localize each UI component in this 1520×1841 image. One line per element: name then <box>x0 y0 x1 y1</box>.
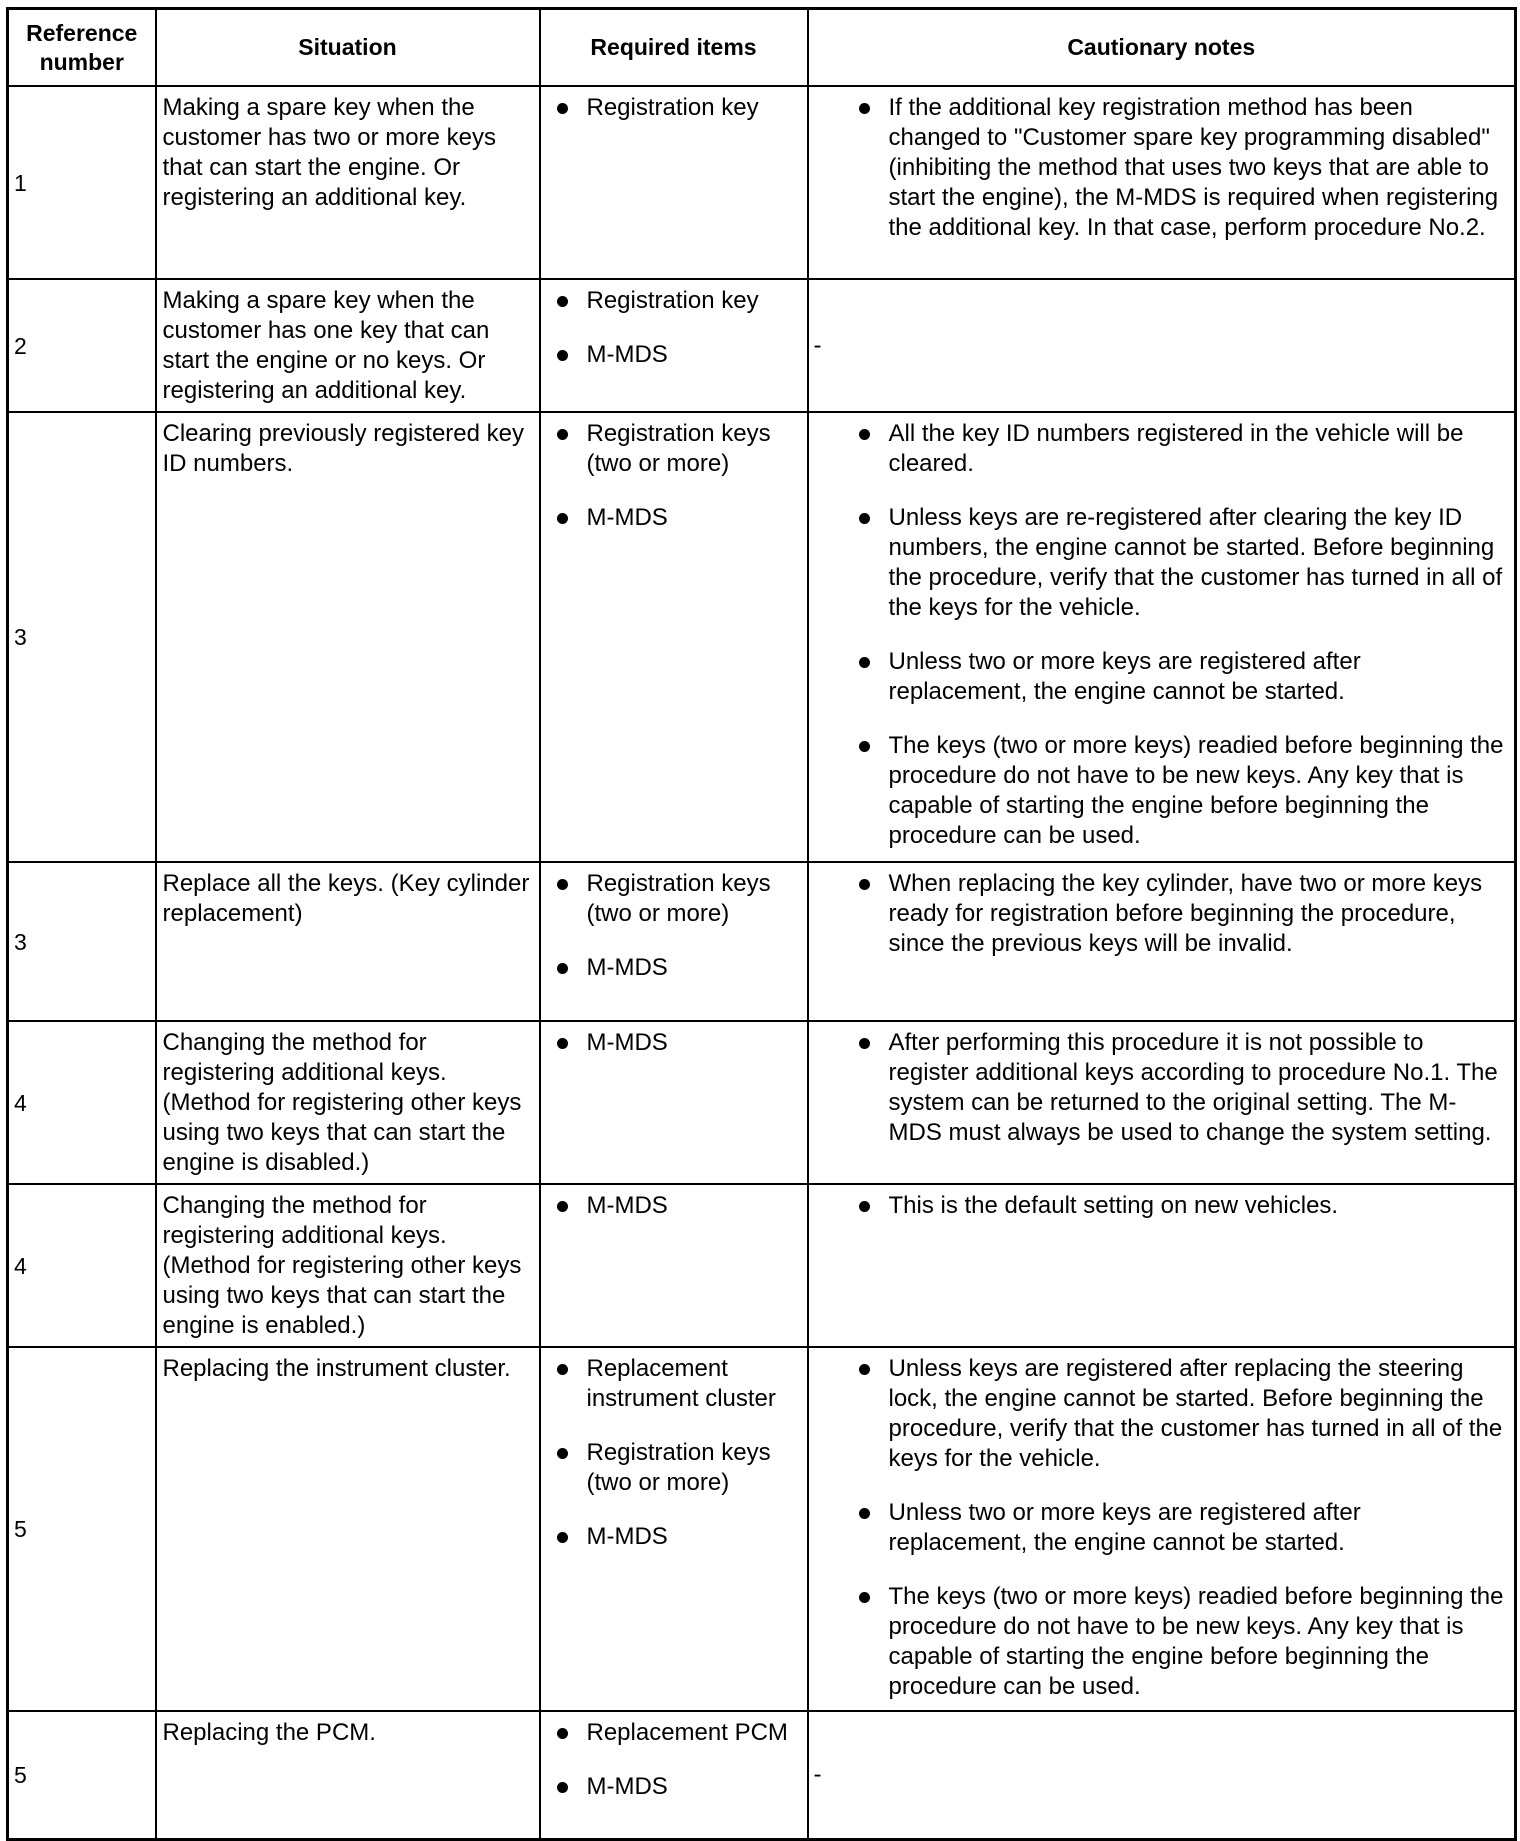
required-item: M-MDS <box>541 1522 801 1552</box>
reference-number-cell: 4 <box>8 1184 156 1347</box>
required-item: M-MDS <box>541 503 801 533</box>
header-reference-number: Reference number <box>8 9 156 87</box>
reference-number-cell: 3 <box>8 862 156 1021</box>
required-item: M-MDS <box>541 1772 801 1802</box>
required-item: M-MDS <box>541 953 801 983</box>
required-items-cell <box>540 862 808 1021</box>
caution-note: The keys (two or more keys) readied before beginning the procedure do not have to be new keys. Any key that is capable of starting the engine before beginning the procedure can be used. <box>809 731 1505 851</box>
table-row <box>8 862 1516 1021</box>
required-item: M-MDS <box>541 1028 801 1058</box>
required-item: Replacement instrument cluster <box>541 1354 801 1414</box>
caution-note: When replacing the key cylinder, have two or more keys ready for registration before beginning the procedure, since the previous keys will be invalid. <box>809 869 1505 959</box>
caution-note: Unless two or more keys are registered after replacement, the engine cannot be started. <box>809 647 1505 707</box>
situation-cell: Changing the method for registering additional keys. (Method for registering other keys using two keys that can start the engine is disabled.) <box>156 1021 540 1184</box>
table-row <box>8 1184 1516 1347</box>
header-required-items: Required items <box>540 9 808 87</box>
reference-number-cell: 4 <box>8 1021 156 1184</box>
reference-number-cell: 5 <box>8 1347 156 1711</box>
reference-number-cell: 5 <box>8 1711 156 1839</box>
table-row <box>8 1347 1516 1711</box>
cautionary-notes-cell: - <box>808 279 1516 412</box>
header-row <box>8 9 1516 87</box>
caution-note: All the key ID numbers registered in the vehicle will be cleared. <box>809 419 1505 479</box>
situation-cell: Making a spare key when the customer has two or more keys that can start the engine. Or registering an additional key. <box>156 86 540 279</box>
required-items-cell <box>540 1711 808 1839</box>
situation-cell: Making a spare key when the customer has one key that can start the engine or no keys. Or registering an additional key. <box>156 279 540 412</box>
required-item: Registration keys (two or more) <box>541 1438 801 1498</box>
header-cautionary-notes: Cautionary notes <box>808 9 1516 87</box>
procedure-table <box>6 7 1517 1841</box>
required-items-cell <box>540 1184 808 1347</box>
required-items-cell <box>540 1347 808 1711</box>
cautionary-notes-cell <box>808 1184 1516 1347</box>
reference-number-cell: 2 <box>8 279 156 412</box>
cautionary-notes-cell <box>808 86 1516 279</box>
required-item: Registration keys (two or more) <box>541 869 801 929</box>
required-item: Registration key <box>541 286 801 316</box>
situation-cell: Changing the method for registering additional keys. (Method for registering other keys using two keys that can start the engine is enabled.) <box>156 1184 540 1347</box>
table-row <box>8 279 1516 412</box>
caution-note: If the additional key registration method has been changed to "Customer spare key programming disabled" (inhibiting the method that uses two keys that are able to start the engine), the M-MDS is required when registering the additional key. In that case, perform procedure No.2. <box>809 93 1505 243</box>
caution-note: The keys (two or more keys) readied before beginning the procedure do not have to be new keys. Any key that is capable of starting the engine before beginning the procedure can be used. <box>809 1582 1505 1702</box>
required-item: M-MDS <box>541 1191 801 1221</box>
caution-note: This is the default setting on new vehicles. <box>809 1191 1505 1221</box>
caution-note: After performing this procedure it is not possible to register additional keys according to procedure No.1. The system can be returned to the original setting. The M-MDS must always be used to change the system setting. <box>809 1028 1505 1148</box>
cautionary-notes-cell <box>808 1347 1516 1711</box>
caution-note: Unless keys are registered after replacing the steering lock, the engine cannot be started. Before beginning the procedure, verify that the customer has turned in all of the keys for the vehicle. <box>809 1354 1505 1474</box>
cautionary-notes-cell <box>808 412 1516 862</box>
required-items-cell <box>540 1021 808 1184</box>
table-row <box>8 86 1516 279</box>
situation-cell: Replace all the keys. (Key cylinder replacement) <box>156 862 540 1021</box>
required-items-cell <box>540 412 808 862</box>
table-row <box>8 1711 1516 1839</box>
cautionary-notes-cell <box>808 862 1516 1021</box>
required-item: Registration keys (two or more) <box>541 419 801 479</box>
required-item: Replacement PCM <box>541 1718 801 1748</box>
table-row <box>8 412 1516 862</box>
table-row <box>8 1021 1516 1184</box>
cautionary-notes-cell <box>808 1021 1516 1184</box>
caution-note: Unless two or more keys are registered after replacement, the engine cannot be started. <box>809 1498 1505 1558</box>
situation-cell: Replacing the PCM. <box>156 1711 540 1839</box>
required-item: Registration key <box>541 93 801 123</box>
situation-cell: Clearing previously registered key ID numbers. <box>156 412 540 862</box>
reference-number-cell: 1 <box>8 86 156 279</box>
required-item: M-MDS <box>541 340 801 370</box>
cautionary-notes-cell: - <box>808 1711 1516 1839</box>
situation-cell: Replacing the instrument cluster. <box>156 1347 540 1711</box>
required-items-cell <box>540 279 808 412</box>
key-registration-table-document <box>6 7 1514 1823</box>
reference-number-cell: 3 <box>8 412 156 862</box>
header-situation: Situation <box>156 9 540 87</box>
required-items-cell <box>540 86 808 279</box>
caution-note: Unless keys are re-registered after clearing the key ID numbers, the engine cannot be started. Before beginning the procedure, verify that the customer has turned in all of the keys for the vehicle. <box>809 503 1505 623</box>
